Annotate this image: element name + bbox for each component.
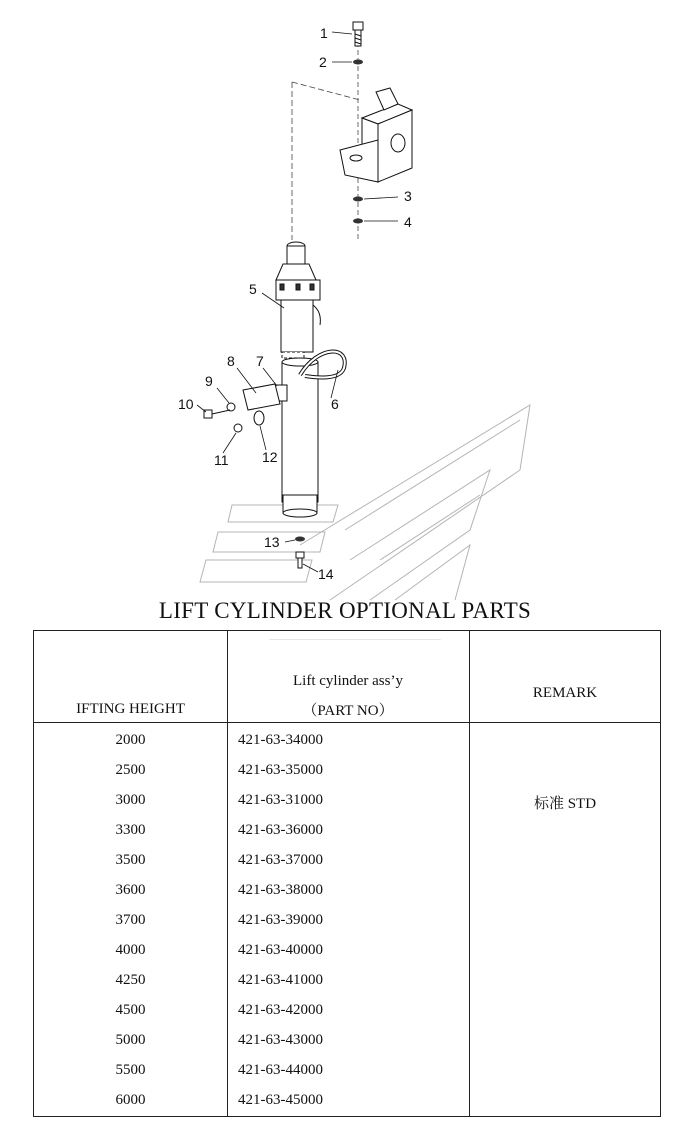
mount-bracket	[340, 88, 412, 182]
table-row-height: 2500	[115, 762, 146, 778]
table-row-part-no: 421-63-38000	[238, 882, 323, 898]
callout-2: 2	[319, 54, 327, 70]
header-part-line2: （PART NO）	[302, 703, 394, 719]
plate-part-8	[243, 384, 280, 410]
parts-table	[33, 630, 661, 1117]
table-row-height: 4500	[115, 1002, 146, 1018]
nut-part-11	[234, 424, 242, 432]
table-row-part-no: 421-63-39000	[238, 912, 323, 928]
table-row-part-no: 421-63-44000	[238, 1062, 323, 1078]
cylinder-tube	[282, 358, 318, 517]
table-row-height: 6000	[115, 1092, 146, 1108]
washer-part-2	[353, 60, 363, 65]
callout-10: 10	[178, 396, 194, 412]
table-row-part-no: 421-63-35000	[238, 762, 323, 778]
table-row-part-no: 421-63-37000	[238, 852, 323, 868]
callout-4: 4	[404, 214, 412, 230]
table-row-height: 3500	[115, 852, 146, 868]
table-row-height: 3000	[115, 792, 146, 808]
callout-11: 11	[214, 452, 229, 468]
callout-14: 14	[318, 566, 334, 582]
callout-6: 6	[331, 396, 339, 412]
header-remark: REMARK	[532, 685, 598, 701]
callout-5: 5	[249, 281, 257, 297]
table-row-height: 3700	[115, 912, 146, 928]
table-row-part-no: 421-63-31000	[238, 792, 323, 808]
table-row-part-no: 421-63-36000	[238, 822, 323, 838]
table-row-height: 4250	[115, 972, 146, 988]
header-part-line1: Lift cylinder ass’y	[293, 673, 403, 689]
callout-7: 7	[256, 353, 264, 369]
cylinder-head-part-5	[276, 242, 320, 358]
washer-part-4	[353, 219, 363, 224]
callout-9: 9	[205, 373, 213, 389]
callout-12: 12	[262, 449, 278, 465]
bolt-part-1	[353, 22, 363, 46]
callout-1: 1	[320, 25, 328, 41]
column-divider	[469, 631, 470, 1116]
table-row-height: 3300	[115, 822, 146, 838]
nut-part-9	[227, 403, 235, 411]
table-row-height: 3600	[115, 882, 146, 898]
header-lifting-height: IFTING HEIGHT	[76, 701, 185, 717]
table-row-height: 4000	[115, 942, 146, 958]
table-row-height: 5500	[115, 1062, 146, 1078]
table-row-part-no: 421-63-43000	[238, 1032, 323, 1048]
callout-13: 13	[264, 534, 280, 550]
header-divider	[34, 722, 660, 723]
table-row-part-no: 421-63-41000	[238, 972, 323, 988]
table-row-part-no: 421-63-42000	[238, 1002, 323, 1018]
bolt-part-10	[204, 410, 230, 418]
table-row-height: 2000	[115, 732, 146, 748]
washer-part-12	[254, 411, 264, 425]
table-row-part-no: 421-63-40000	[238, 942, 323, 958]
table-row-height: 5000	[115, 1032, 146, 1048]
table-row-part-no: 421-63-34000	[238, 732, 323, 748]
page-title: LIFT CYLINDER OPTIONAL PARTS	[158, 598, 532, 623]
callout-8: 8	[227, 353, 235, 369]
callout-3: 3	[404, 188, 412, 204]
washer-part-3	[353, 197, 363, 202]
remark-value: 标准 STD	[533, 796, 597, 812]
table-row-part-no: 421-63-45000	[238, 1092, 323, 1108]
washer-part-13	[295, 537, 305, 542]
